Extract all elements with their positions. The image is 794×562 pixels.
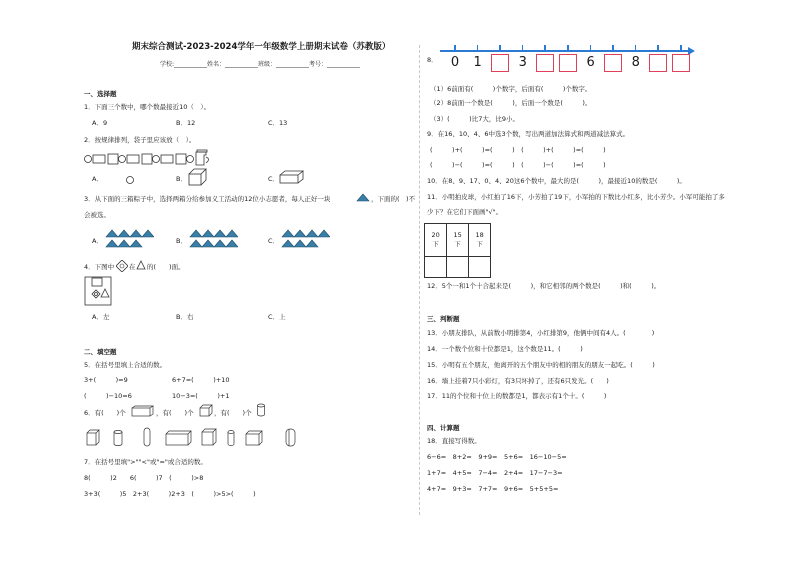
question-13: 13．小朋友排队，从前数小明排第4，小红排第9，他俩中间有4人。( ) <box>427 329 655 337</box>
number-line-tick <box>522 45 524 51</box>
number-line-blank-box[interactable] <box>536 54 554 72</box>
number-line-tick <box>657 45 659 51</box>
question-18: 18．直接写得数。 <box>427 437 481 445</box>
question-10: 10．在8、9、17、0、4、20这6个数中，最大的是( )，最接近10的数是( )。 <box>427 177 686 185</box>
q7-row2: 3+3( )5 2+3( )2+3 ( )>5>( ) <box>84 490 256 498</box>
question-3-line1a: 3．从下面的三箱粽子中，选择两箱分给参加义工活动的12位小志愿者，每人正好一块 <box>84 195 331 203</box>
q11-count-15: 15下 <box>453 230 462 248</box>
number-line-tick <box>544 45 546 51</box>
student-info-line: 学校:___________姓名：___________班级：___________考号：___________ <box>160 61 361 68</box>
number-line-number: 3 <box>518 55 527 70</box>
q1-option-b: B．12 <box>176 119 196 127</box>
number-line-number: 0 <box>450 55 460 70</box>
number-line-number: 1 <box>473 55 482 70</box>
number-line-blank-box[interactable] <box>559 54 577 72</box>
calc-row-1: 6−6= 8+2= 9+9= 5+6= 16−10−5= <box>427 453 567 461</box>
question-9: 9．在16、10、4、6中选3个数，写出两道加法算式和两道减法算式。 <box>427 130 630 138</box>
q5-row1-left: 3+( )=9 <box>84 376 128 384</box>
q1-option-a: A．9 <box>92 119 108 127</box>
question-14: 14．一个数个位和十位都是1，这个数是11。( ) <box>427 345 583 353</box>
q2-option-a: A． <box>92 175 103 183</box>
triangle-icon <box>136 260 146 270</box>
question-5: 5．在括号里填上合适的数。 <box>84 361 167 369</box>
question-3-line1b: ，下面的( )不 <box>371 195 416 203</box>
question-7: 7．在括号里填">""<"或"="或合适的数。 <box>84 458 207 466</box>
cuboid-icon <box>131 405 155 417</box>
q11-count-20: 20下 <box>431 230 440 248</box>
question-2: 2．按规律排列，袋子里应该放（ ）。 <box>84 136 196 144</box>
question-1: 1．下面三个数中，哪个数最接近10（ ）。 <box>84 103 211 111</box>
number-line-tick <box>454 45 456 51</box>
q3-option-b-zongzi-box <box>188 226 238 250</box>
number-line-tick <box>635 45 637 51</box>
q4-option-b: B．右 <box>176 313 194 321</box>
q3-option-b: B． <box>176 237 187 245</box>
number-line-tick <box>499 45 501 51</box>
answer-cell[interactable] <box>447 257 469 278</box>
question-6a: 6．有( )个 <box>84 409 126 417</box>
number-line-tick <box>567 45 569 51</box>
number-line-blank-box[interactable] <box>672 54 690 72</box>
number-line-blank-box[interactable] <box>604 54 622 72</box>
number-line-tick <box>680 45 682 51</box>
zongzi-icon <box>356 193 370 203</box>
number-line-number: 6 <box>586 55 595 70</box>
q2-option-a-image <box>104 170 134 184</box>
section-calc-heading: 四、计算题 <box>427 424 460 432</box>
q4-figure <box>84 276 112 306</box>
question-16: 16．墙上挂着7只小彩灯，有3只坏掉了，还有6只发光。( ) <box>427 377 609 385</box>
question-15: 15．小明有五个朋友，他离开的五个朋友中的相的朋友的朋友一起吃。( ) <box>427 361 655 369</box>
q7-row1: 8( )2 6( )7 ( )>8 <box>84 474 204 482</box>
question-3-line2: 会被选。 <box>84 211 110 219</box>
number-line-tick <box>612 45 614 51</box>
answer-cell[interactable] <box>425 257 447 278</box>
question-4b: 在 <box>129 263 136 271</box>
q11-answer-table <box>424 223 491 278</box>
q11-count-18: 18下 <box>475 230 484 248</box>
q9-row1: ( )+( )=( ) ( )+( )=( ) <box>430 146 606 154</box>
calc-row-2: 1+7= 4+5= 7−4= 2+4= 17−7−3= <box>427 469 563 477</box>
calc-row-3: 4+7= 9+3= 7+7= 9+6= 5+5+5= <box>427 485 559 493</box>
table-cell <box>469 224 491 257</box>
table-cell <box>425 224 447 257</box>
q6-solids-row <box>86 426 306 448</box>
q4-option-a: A．左 <box>92 313 110 321</box>
q3-option-a-zongzi-box <box>104 226 154 250</box>
question-4a: 4．下图中 <box>84 263 115 271</box>
q5-row2-left: ( )−10=6 <box>84 392 132 400</box>
q3-option-c-zongzi-box <box>280 226 330 250</box>
page-title: 期末综合测试-2023-2024学年一年级数学上册期末试卷（苏教版） <box>132 42 391 52</box>
q5-row1-right: 6+7=( )+10 <box>172 376 230 384</box>
q3-option-a: A． <box>92 237 103 245</box>
column-divider <box>419 45 420 515</box>
q3-option-c: C． <box>268 237 280 245</box>
q8-part2: （2）8前面一个数是( )，后面一个数是( )。 <box>430 99 592 107</box>
number-line-tick <box>477 45 479 51</box>
number-line-tick <box>590 45 592 51</box>
cube-icon <box>199 404 213 417</box>
section-choice-heading: 一、选择题 <box>84 90 117 98</box>
number-line-blank-box[interactable] <box>649 54 667 72</box>
section-fill-heading: 二、填空题 <box>84 348 117 356</box>
q5-row2-right: 10−3=( )+1 <box>172 392 230 400</box>
section-judge-heading: 三、判断题 <box>427 315 460 323</box>
number-line-blank-box[interactable] <box>491 54 509 72</box>
question-11-line1: 11．小明拍皮球，小红拍了16下，小芳拍了19下，小军拍的下数比小红多，比小芳少。小军可能拍了多 <box>427 193 725 201</box>
question-6b: ，有( )个 <box>156 409 194 417</box>
answer-cell[interactable] <box>469 257 491 278</box>
diamond-circle-icon <box>116 260 128 272</box>
question-4c: 的( )面。 <box>147 263 185 271</box>
q2-option-b-cube <box>187 168 209 186</box>
question-17: 17．11的个位和十位上的数都是1，都表示有1个十。( ) <box>427 392 607 400</box>
question-8-label: 8． <box>427 56 438 64</box>
q9-row2: ( )−( )=( ) ( )−( )=( ) <box>430 161 606 169</box>
question-6c: ，有( )个 <box>214 409 252 417</box>
q2-option-c-cuboid <box>279 170 305 184</box>
number-line-number: 8 <box>631 55 640 70</box>
q2-pattern-image <box>83 148 219 168</box>
q8-part3: （3）( )比7大，比9小。 <box>430 115 519 123</box>
cylinder-icon <box>256 403 266 417</box>
q4-option-c: C．上 <box>268 313 286 321</box>
q2-option-c: C． <box>268 175 280 183</box>
table-cell <box>447 224 469 257</box>
q8-part1: （1）6前面有( )个数字，后面有( )个数字。 <box>430 85 592 93</box>
question-11-line2: 少下？在它们下面画"√"。 <box>427 208 503 216</box>
question-12: 12．5个一和1个十合起来是( )，和它相邻的两个数是( )和( )。 <box>427 282 661 290</box>
q2-option-b: B． <box>176 175 187 183</box>
q1-option-c: C．13 <box>268 119 288 127</box>
